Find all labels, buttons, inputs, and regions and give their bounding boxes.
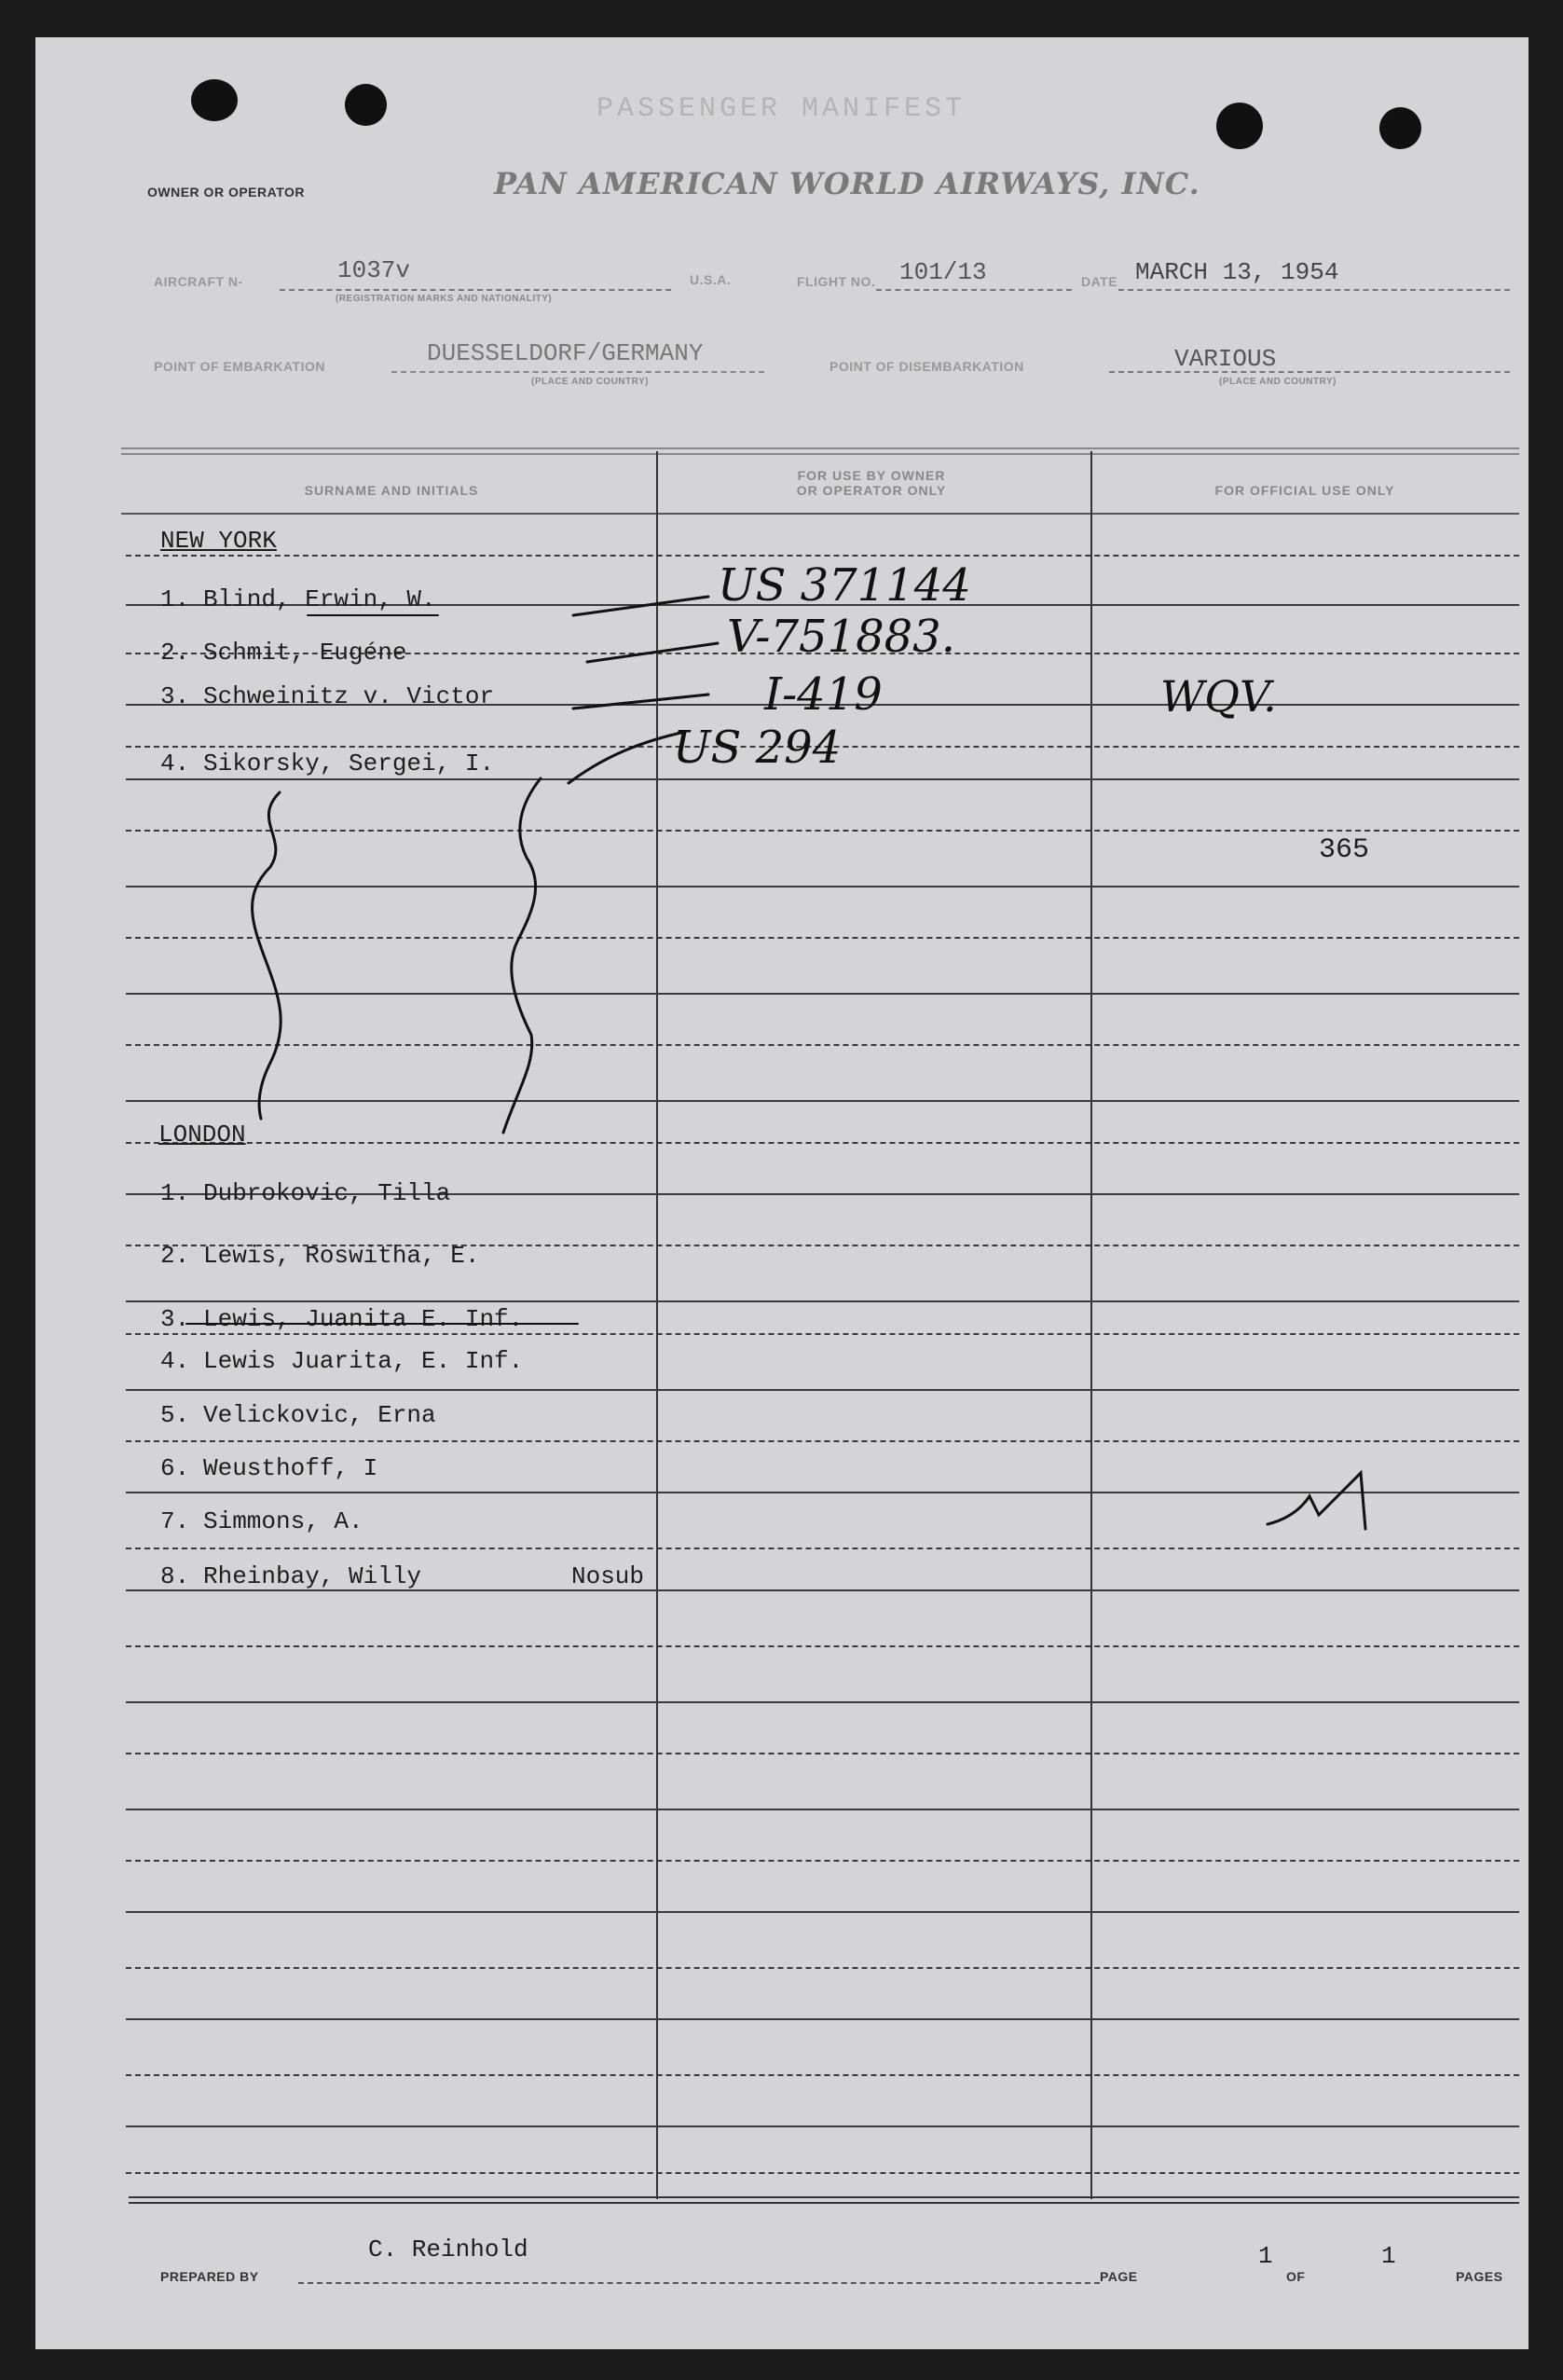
ny-passenger-name: Blind, Erwin, W. [203, 585, 436, 613]
ny-passenger-number: 1. [160, 585, 190, 613]
section-new-york: NEW YORK [160, 527, 277, 555]
london-passenger-name: Weusthoff, I [203, 1454, 378, 1482]
owner-label: OWNER OR OPERATOR [147, 185, 305, 199]
disembark-label: POINT OF DISEMBARKATION [829, 359, 1024, 374]
london-passenger-name: Lewis, Roswitha, E. [203, 1242, 480, 1270]
aircraft-sub: (REGISTRATION MARKS AND NATIONALITY) [336, 294, 553, 304]
arrow-line-3 [573, 695, 708, 708]
official-mark: WQV. [1160, 671, 1277, 722]
london-passenger-name: Lewis, Juanita E. Inf. [203, 1305, 524, 1333]
handwritten-number-3: I-419 [764, 668, 883, 721]
london-passenger-name: Lewis Juarita, E. Inf. [203, 1347, 524, 1375]
ny-passenger-name: Sikorsky, Sergei, I. [203, 750, 495, 777]
arrow-line-2 [587, 643, 718, 662]
faint-title: PASSENGER MANIFEST [596, 93, 967, 125]
handwritten-number-2: V-751883. [727, 611, 955, 663]
brace-left [253, 792, 281, 1119]
prepared-label: PREPARED BY [160, 2269, 259, 2284]
owner-value: PAN AMERICAN WORLD AIRWAYS, INC. [494, 166, 1200, 201]
footer-double-rule [129, 2196, 1519, 2204]
of-label: OF [1286, 2269, 1306, 2284]
col-surname-header: SURNAME AND INITIALS [304, 483, 479, 498]
london-passenger-name: Rheinbay, Willy [203, 1562, 422, 1590]
date-label: DATE [1081, 274, 1118, 289]
of-value: 1 [1381, 2242, 1396, 2270]
london-passenger-number: 7. [160, 1507, 190, 1535]
prepared-underline [298, 2282, 1100, 2284]
nosub-note: Nosub [571, 1562, 645, 1590]
flight-label: FLIGHT NO. [797, 274, 876, 289]
ny-passenger-name: Schweinitz v. Victor [203, 682, 495, 710]
pages-label: PAGES [1456, 2269, 1503, 2284]
usa-label: U.S.A. [690, 272, 732, 287]
london-passenger-name: Velickovic, Erna [203, 1401, 436, 1429]
arrow-line-1 [573, 597, 708, 615]
page-value: 1 [1258, 2242, 1273, 2270]
col-official-header: FOR OFFICIAL USE ONLY [1214, 483, 1395, 498]
official-checkmark [1268, 1473, 1365, 1529]
aircraft-value: 1037v [337, 256, 411, 284]
col-owner-header-2: OR OPERATOR ONLY [796, 483, 947, 498]
handwritten-number-1: US 371144 [718, 559, 971, 612]
flight-value: 101/13 [899, 258, 987, 286]
london-passenger-name: Dubrokovic, Tilla [203, 1179, 451, 1207]
embark-sub: (PLACE AND COUNTRY) [531, 377, 649, 387]
disembark-sub: (PLACE AND COUNTRY) [1219, 377, 1337, 387]
london-passenger-name: Simmons, A. [203, 1507, 363, 1535]
section-london: LONDON [158, 1121, 246, 1149]
ny-passenger-name: Schmit, Eugéne [203, 639, 407, 667]
london-passenger-number: 3. [160, 1305, 190, 1333]
handwritten-number-4: US 294 [673, 722, 842, 774]
london-passenger-number: 8. [160, 1562, 190, 1590]
date-value: MARCH 13, 1954 [1135, 258, 1339, 286]
ny-passenger-number: 4. [160, 750, 190, 777]
ny-passenger-number: 2. [160, 639, 190, 667]
brace-right [503, 778, 541, 1133]
embark-value: DUESSELDORF/GERMANY [427, 339, 704, 367]
london-passenger-number: 1. [160, 1179, 190, 1207]
prepared-value: C. Reinhold [368, 2236, 528, 2263]
london-passenger-number: 4. [160, 1347, 190, 1375]
col-owner-header-1: FOR USE BY OWNER [797, 468, 946, 483]
arrow-line-4 [569, 732, 685, 783]
page-label: PAGE [1100, 2269, 1138, 2284]
embark-label: POINT OF EMBARKATION [154, 359, 325, 374]
ny-passenger-number: 3. [160, 682, 190, 710]
aircraft-label: AIRCRAFT N- [154, 274, 243, 289]
london-passenger-number: 5. [160, 1401, 190, 1429]
london-passenger-number: 6. [160, 1454, 190, 1482]
london-passenger-number: 2. [160, 1242, 190, 1270]
official-number: 365 [1319, 834, 1370, 866]
disembark-value: VARIOUS [1174, 345, 1277, 373]
